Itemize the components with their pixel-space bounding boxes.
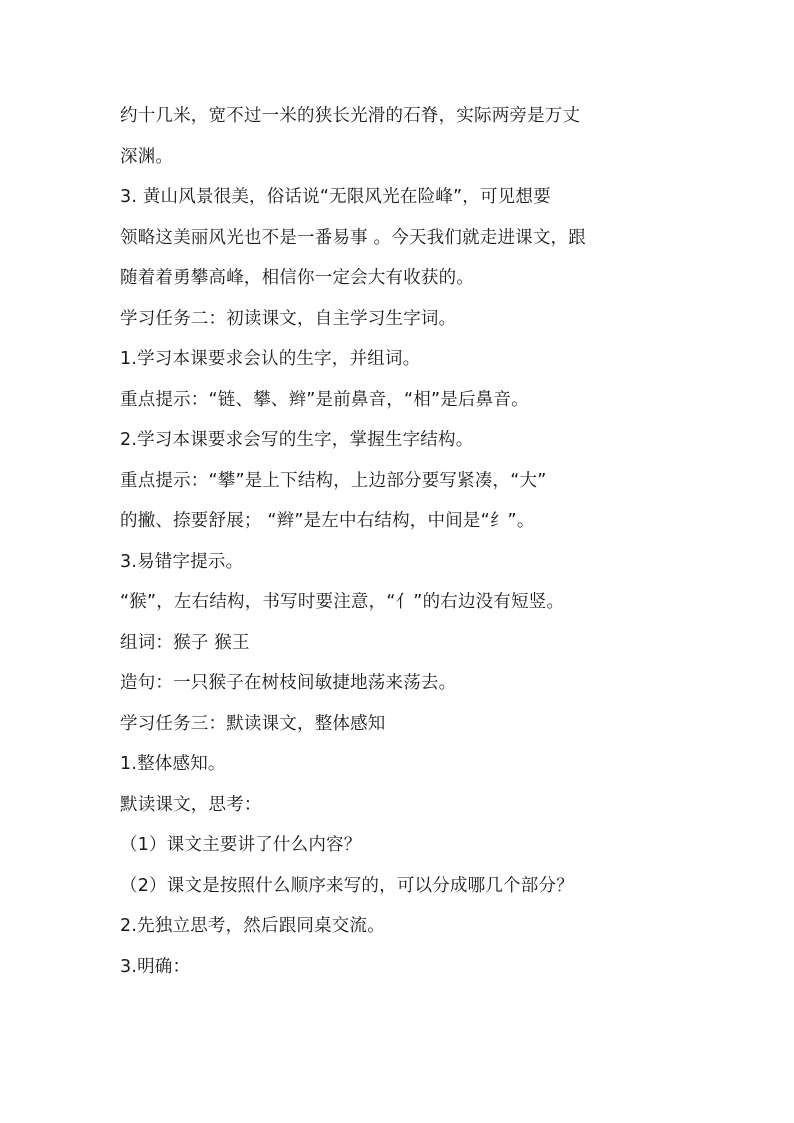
- text-line: 造句：一只猴子在树枝间敏捷地荡来荡去。: [120, 673, 457, 693]
- text-line: 约十几米，宽不过一米的狭长光滑的石脊，实际两旁是万丈: [120, 106, 581, 126]
- text-line: 3. 黄山风景很美，俗话说“无限风光在险峰”，可见想要: [120, 187, 551, 207]
- text-line: 3.明确：: [120, 956, 191, 977]
- text-line: 重点提示：“攀”是上下结构，上边部分要写紧凑，“大”: [120, 470, 547, 491]
- text-line: 1.整体感知。: [120, 754, 226, 774]
- text-line: 3.易错字提示。: [120, 551, 244, 572]
- text-line: 2.学习本课要求会写的生字，掌握生字结构。: [120, 430, 474, 450]
- section-heading: 学习任务二：初读课文，自主学习生字词。: [120, 308, 457, 329]
- text-line: 默读课文，思考：: [120, 794, 262, 815]
- text-line: 1.学习本课要求会认的生字，并组词。: [120, 349, 421, 369]
- text-line: 的撇、捺要舒展； “辫”是左中右结构，中间是“纟”。: [120, 511, 535, 531]
- text-line: 重点提示：“链、攀、辫”是前鼻音，“相”是后鼻音。: [120, 389, 529, 410]
- question-item: （2）课文是按照什么顺序来写的，可以分成哪几个部分？: [120, 875, 574, 896]
- text-line: 随着着勇攀高峰，相信你一定会大有收获的。: [120, 268, 474, 288]
- section-heading: 学习任务三：默读课文，整体感知: [120, 713, 386, 734]
- text-line: 组词：猴子 猴王: [120, 632, 250, 653]
- text-line: 深渊。: [120, 146, 174, 167]
- text-line: 2.先独立思考，然后跟同桌交流。: [120, 916, 385, 936]
- question-item: （1）课文主要讲了什么内容？: [120, 835, 362, 855]
- text-line: “猴”，左右结构，书写时要注意，“亻”的右边没有短竖。: [120, 592, 565, 612]
- text-line: 领略这美丽风光也不是一番易事 。今天我们就走进课文，跟: [120, 227, 586, 248]
- document-body: [120, 96, 690, 987]
